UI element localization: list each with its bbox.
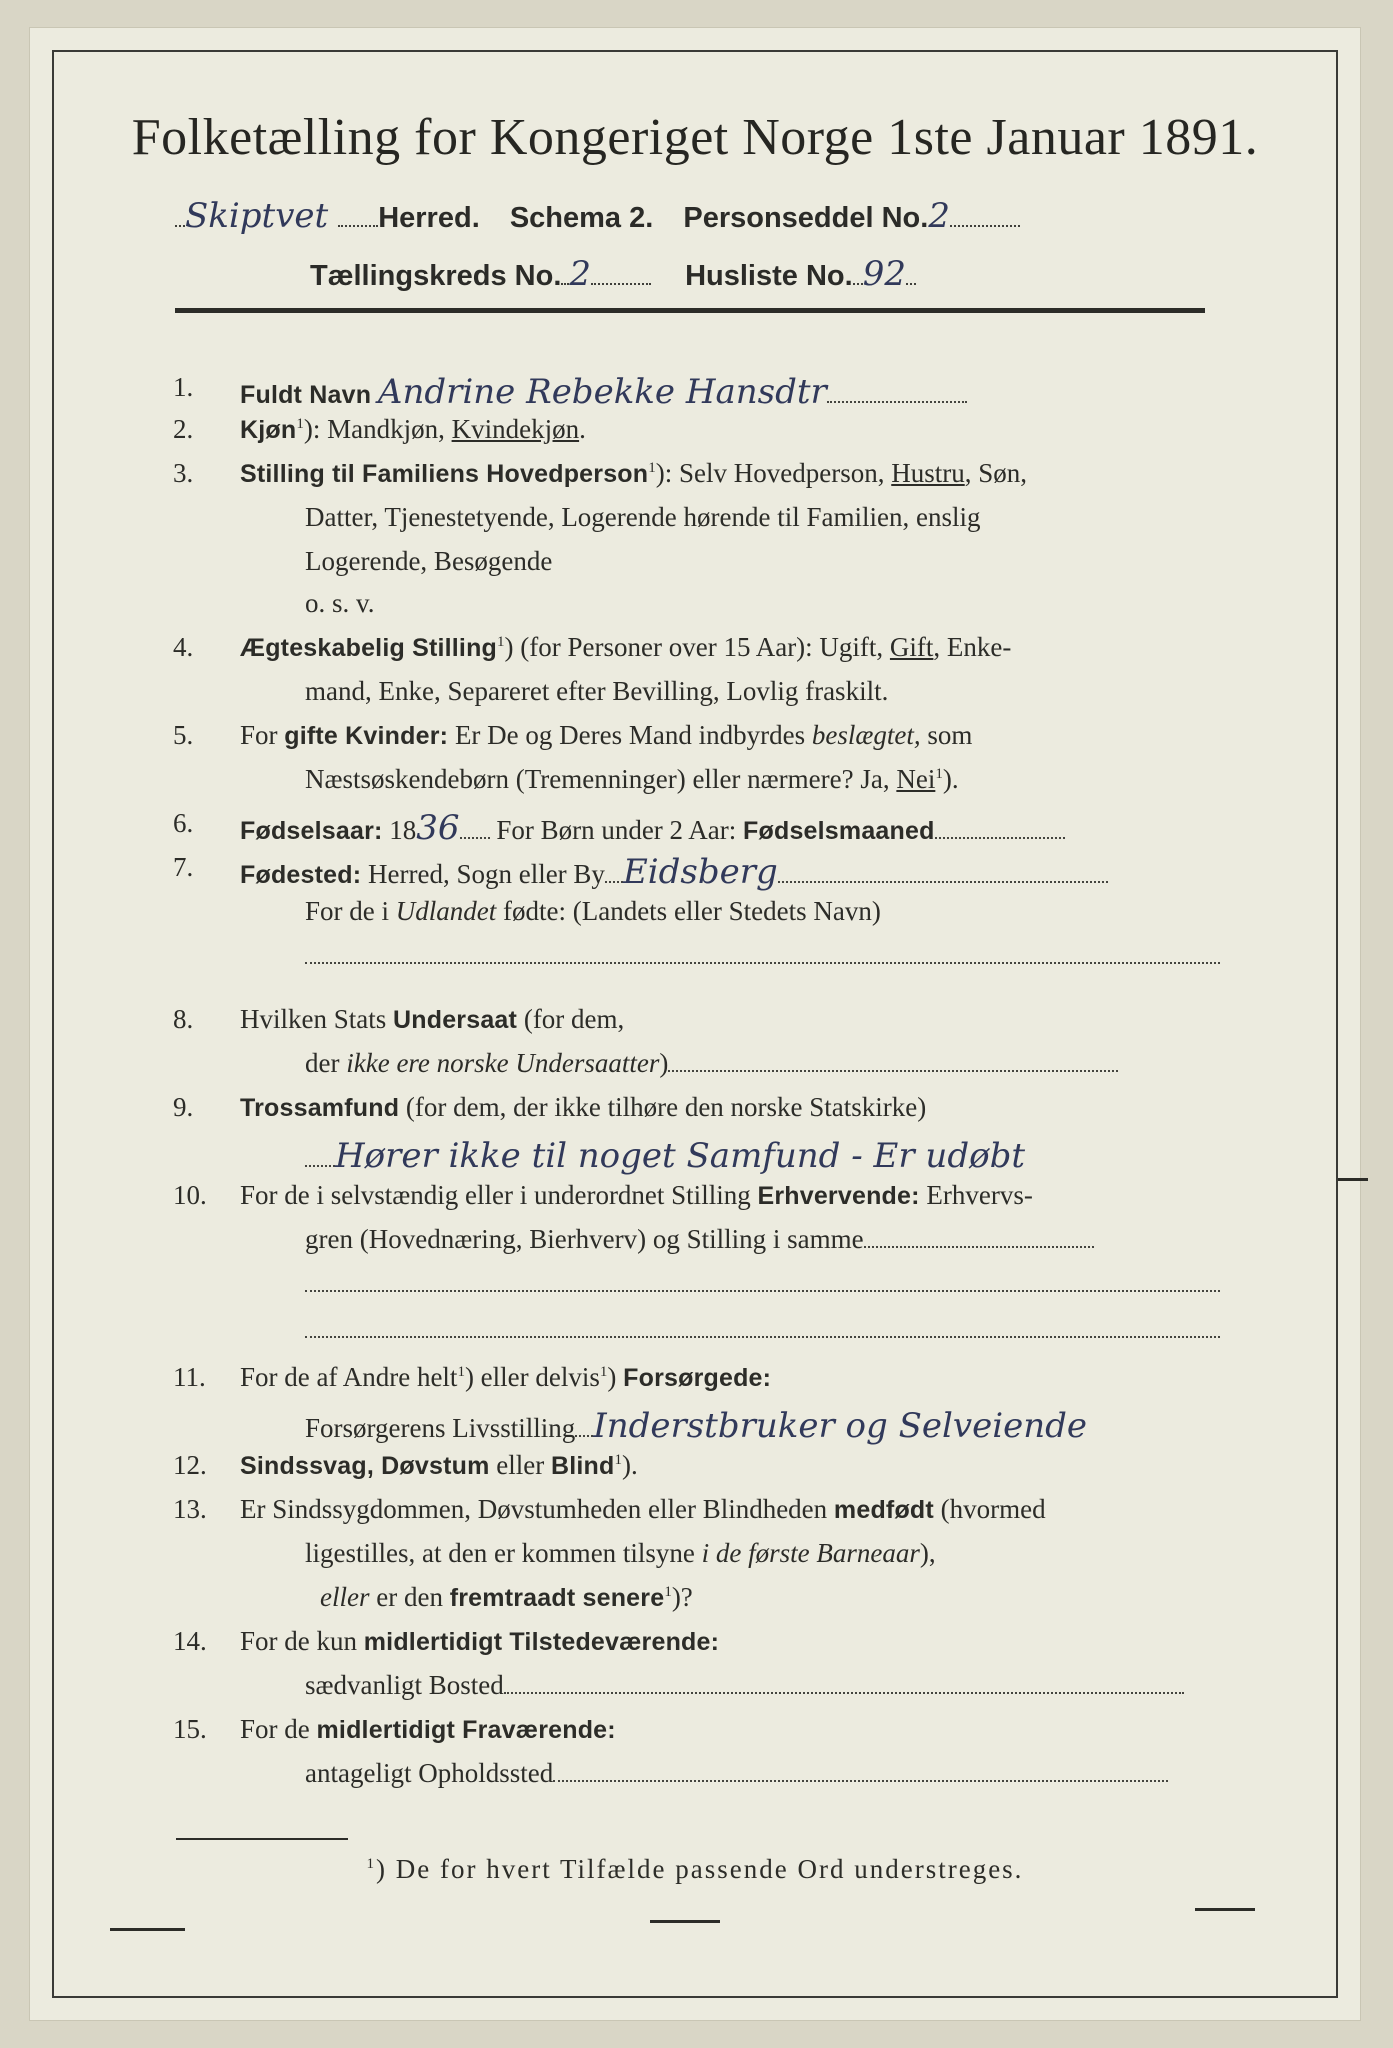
- q5-sup: 1: [935, 766, 943, 782]
- q2-number: 2.: [173, 414, 194, 444]
- q5-text-a: Er De og Deres Mand indbyrdes: [448, 720, 812, 750]
- question-10-blank-1: [30, 1268, 1360, 1308]
- q7-line-2-a: For de i: [305, 896, 396, 926]
- question-11: [30, 1362, 1360, 1402]
- q10-text-b: Erhvervs-: [919, 1180, 1033, 1210]
- q2-option-underlined: Kvindekjøn: [451, 414, 580, 444]
- header-rule: [175, 308, 1205, 313]
- herred-row: [175, 196, 1020, 236]
- herred-label: Herred.: [378, 202, 480, 234]
- q12-text: eller: [489, 1450, 551, 1480]
- personseddel-value: 2: [928, 196, 950, 236]
- question-10-blank-2: [30, 1314, 1360, 1354]
- q7-line-2-b: fødte: (Landets eller Stedets Navn): [496, 896, 881, 926]
- question-3-line-3: [30, 546, 1360, 586]
- q14-number: 14.: [173, 1626, 207, 1656]
- q15-line-2: antageligt Opholdssted: [305, 1758, 554, 1788]
- q3-option-underlined: Hustru: [891, 458, 965, 488]
- q11-sup-2: 1: [599, 1364, 608, 1380]
- q12-number: 12.: [173, 1450, 207, 1480]
- edge-mark: [1338, 1178, 1368, 1181]
- q11-text-a: For de af Andre helt: [240, 1362, 458, 1392]
- q9-religion-value: Hører ikke til noget Samfund - Er udøbt: [335, 1136, 1025, 1176]
- question-15: [30, 1714, 1360, 1754]
- q8-label-b: Undersaat: [393, 1006, 518, 1034]
- q3-line-2: Datter, Tjenestetyende, Logerende hørende til Familien, enslig: [305, 502, 981, 532]
- question-5-line-2: [30, 764, 1360, 804]
- question-6: [30, 808, 1360, 848]
- q11-label: Forsørgede:: [623, 1364, 772, 1392]
- question-8: [30, 1004, 1360, 1044]
- q5-line-2-text: Næstsøskendebørn (Tremenninger) eller nærmere? Ja,: [305, 764, 897, 794]
- q11-provider-value: Inderstbruker og Selveiende: [593, 1406, 1087, 1446]
- question-5: [30, 720, 1360, 760]
- taellingskreds-row: [310, 254, 916, 294]
- q5-number: 5.: [173, 720, 194, 750]
- footnote: [30, 1854, 1360, 1885]
- q5-option-underlined: Nei: [896, 764, 936, 794]
- q10-line-2: gren (Hovednæring, Bierhverv) og Stilling i samme: [305, 1224, 864, 1254]
- q14-label: midlertidigt Tilstedeværende:: [363, 1628, 720, 1656]
- q3-sup: 1: [648, 460, 656, 476]
- question-15-line-2: [30, 1758, 1360, 1798]
- q4-text-a: ) (for Personer over 15 Aar): Ugift,: [504, 632, 890, 662]
- q10-number: 10.: [173, 1180, 207, 1210]
- q11-sup-1: 1: [457, 1364, 465, 1380]
- q14-text: For de kun: [240, 1626, 364, 1656]
- question-10-line-2: [30, 1224, 1360, 1264]
- q6-number: 6.: [173, 808, 194, 838]
- question-12: [30, 1450, 1360, 1490]
- q15-label: midlertidigt Fraværende:: [316, 1716, 616, 1744]
- question-9: [30, 1092, 1360, 1132]
- question-9-answer: [30, 1136, 1360, 1176]
- question-3-line-4: [30, 588, 1360, 628]
- question-13: [30, 1494, 1360, 1534]
- q2-end: .: [579, 414, 586, 444]
- q12-sup: 1: [614, 1452, 622, 1468]
- q5-line-2-end: ).: [942, 764, 959, 794]
- q7-number: 7.: [173, 852, 194, 882]
- q4-option-underlined: Gift: [889, 632, 934, 662]
- question-11-line-2: [30, 1406, 1360, 1446]
- q8-line-2-a: der: [305, 1048, 347, 1078]
- taellingskreds-label: Tællingskreds No.: [310, 260, 562, 292]
- q8-number: 8.: [173, 1004, 194, 1034]
- schema-label: Schema 2.: [509, 202, 654, 234]
- q4-text-b: , Enke-: [933, 632, 1012, 662]
- q10-text-a: For de i selvstændig eller i underordnet Stilling: [240, 1180, 758, 1210]
- q7-text: Herred, Sogn eller By: [361, 859, 605, 889]
- taellingskreds-value: 2: [569, 254, 592, 294]
- q6-label: Fødselsaar:: [240, 817, 383, 845]
- q4-sup: 1: [497, 634, 505, 650]
- q4-number: 4.: [173, 632, 194, 662]
- question-7: [30, 852, 1360, 892]
- q13-number: 13.: [173, 1494, 207, 1524]
- q9-label: Trossamfund: [240, 1094, 400, 1122]
- q13-line-3-italic: eller: [320, 1582, 370, 1612]
- question-1: [30, 372, 1360, 412]
- q8-line-2-italic: ikke ere norske Undersaatter: [346, 1048, 660, 1078]
- q3-label: Stilling til Familiens Hovedperson: [240, 460, 649, 488]
- q6-text: For Børn under 2 Aar:: [489, 815, 744, 845]
- q8-label-a: Hvilken Stats: [240, 1004, 393, 1034]
- q5-italic: beslægtet,: [811, 720, 921, 750]
- q3-line-4: o. s. v.: [305, 588, 375, 618]
- question-14-line-2: [30, 1670, 1360, 1710]
- q11-text-b: ) eller delvis: [464, 1362, 600, 1392]
- q3-text-a: ): Selv Hovedperson,: [655, 458, 892, 488]
- question-14: [30, 1626, 1360, 1666]
- q12-label-a: Sindssvag, Døvstum: [240, 1452, 490, 1480]
- q9-text: (for dem, der ikke tilhøre den norske Statskirke): [399, 1092, 927, 1122]
- registration-mark-left: [110, 1928, 185, 1931]
- q14-line-2: sædvanligt Bosted: [305, 1670, 504, 1700]
- q13-sup: 1: [664, 1584, 672, 1600]
- q5-label-b: gifte Kvinder:: [284, 722, 449, 750]
- q13-line-3-end: )?: [671, 1582, 693, 1612]
- q2-label: Kjøn: [240, 416, 297, 444]
- q5-text-b: som: [920, 720, 973, 750]
- q13-label: medfødt: [833, 1496, 934, 1524]
- q8-text: (for dem,: [517, 1004, 625, 1034]
- q10-label: Erhvervende:: [757, 1182, 920, 1210]
- q3-number: 3.: [173, 458, 194, 488]
- q13-line-3-a: er den: [369, 1582, 450, 1612]
- q1-number: 1.: [173, 372, 194, 402]
- q2-text: ): Mandkjøn,: [303, 414, 452, 444]
- q4-label: Ægteskabelig Stilling: [240, 634, 498, 662]
- q3-text-b: , Søn,: [964, 458, 1028, 488]
- q11-text-c: ): [607, 1362, 624, 1392]
- q9-number: 9.: [173, 1092, 194, 1122]
- q12-end: ).: [621, 1450, 638, 1480]
- question-3-line-2: [30, 502, 1360, 542]
- q11-line-2: Forsørgerens Livsstilling: [305, 1413, 576, 1443]
- q6-year-prefix: 18: [382, 815, 417, 845]
- q13-text-c: (hvormed: [933, 1494, 1046, 1524]
- registration-mark-center: [650, 1920, 720, 1923]
- question-4-line-2: [30, 676, 1360, 716]
- question-10: [30, 1180, 1360, 1220]
- footnote-sup: 1: [366, 1856, 377, 1872]
- form-title: Folketælling for Kongeriget Norge 1ste Januar 1891.: [131, 109, 1259, 166]
- q11-number: 11.: [173, 1362, 206, 1392]
- question-8-line-2: [30, 1048, 1360, 1088]
- footnote-rule: [176, 1838, 348, 1840]
- q6-label-2: Fødselsmaaned: [743, 817, 935, 845]
- question-4: [30, 632, 1360, 672]
- census-form: [30, 28, 1360, 2020]
- q13-line-3-label: fremtraadt senere: [449, 1584, 665, 1612]
- q7-birthplace-value: Eidsberg: [622, 852, 778, 892]
- q2-sup: 1: [296, 416, 304, 432]
- husliste-value: 92: [862, 254, 906, 294]
- question-13-line-3: [30, 1582, 1360, 1622]
- q7-line-2-italic: Udlandet: [395, 896, 497, 926]
- q13-line-2-a: ligestilles, at den er kommen tilsyne: [305, 1538, 702, 1568]
- footnote-text: ) De for hvert Tilfælde passende Ord understreges.: [376, 1854, 1024, 1884]
- registration-mark-right: [1195, 1908, 1255, 1911]
- q4-line-2: mand, Enke, Separeret efter Bevilling, Lovlig fraskilt.: [305, 676, 889, 706]
- q15-text: For de: [240, 1714, 317, 1744]
- q15-number: 15.: [173, 1714, 207, 1744]
- question-7-line-2: [30, 896, 1360, 936]
- q5-label-a: For: [240, 720, 285, 750]
- question-7-blank: [30, 940, 1360, 980]
- q8-line-2-b: ): [659, 1048, 669, 1078]
- q13-text-a: Er Sindssygdommen, Døvstumheden eller Blindheden: [240, 1494, 834, 1524]
- question-2: [30, 414, 1360, 454]
- question-3: [30, 458, 1360, 498]
- q1-label: Fuldt Navn: [240, 381, 372, 409]
- herred-value: Skiptvet: [185, 196, 329, 236]
- q1-name-value: Andrine Rebekke Hansdtr: [377, 372, 827, 412]
- personseddel-label: Personseddel No.: [683, 202, 929, 234]
- q13-line-2-b: ),: [919, 1538, 936, 1568]
- q13-line-2-italic: i de første Barneaar: [701, 1538, 920, 1568]
- q12-label-b: Blind: [550, 1452, 615, 1480]
- q3-line-3: Logerende, Besøgende: [305, 546, 553, 576]
- q7-label: Fødested:: [240, 861, 362, 889]
- question-13-line-2: [30, 1538, 1360, 1578]
- husliste-label: Husliste No.: [685, 260, 853, 292]
- q6-year-value: 36: [416, 808, 460, 848]
